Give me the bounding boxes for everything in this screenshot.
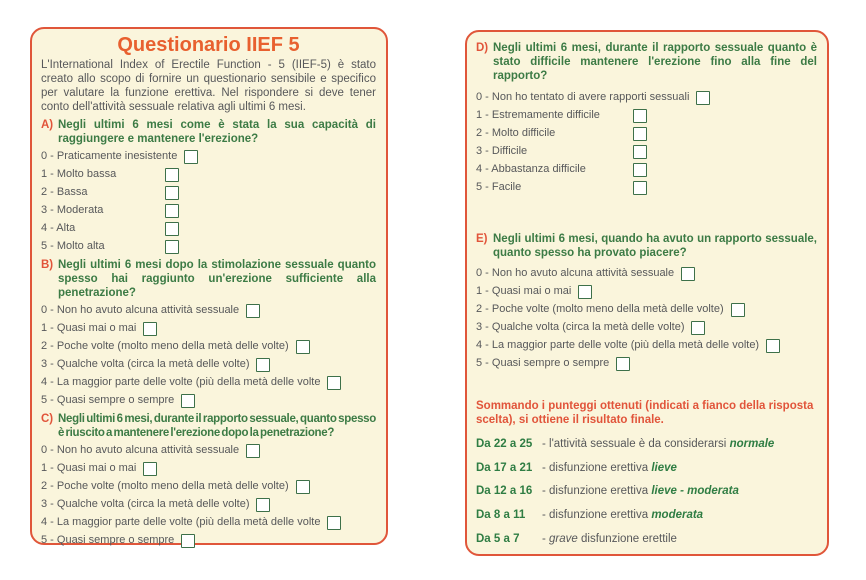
question-d [476, 41, 817, 83]
option-label: 4 - La maggior parte delle volte (più della metà delle volte) [476, 339, 760, 352]
left-questionnaire-panel [30, 27, 388, 545]
spacer [476, 199, 817, 229]
checkbox-a3[interactable] [165, 204, 179, 218]
option-label: 3 - Qualche volta (circa la metà delle volte) [41, 498, 250, 511]
checkbox-a1[interactable] [165, 168, 179, 182]
score-emphasis: lieve - moderata [651, 485, 739, 498]
checkbox-d4[interactable] [633, 163, 647, 177]
option-label: 3 - Moderata [41, 204, 104, 217]
score-emphasis: grave [549, 533, 578, 546]
option-label: 5 - Molto alta [41, 240, 105, 253]
option-label: 1 - Quasi mai o mai [41, 322, 137, 335]
question-a-text: Negli ultimi 6 mesi come è stata la sua capacità di raggiungere e mantenere l'erezione? [58, 118, 376, 145]
option-label: 0 - Non ho avuto alcuna attività sessuale [41, 444, 240, 457]
checkbox-b5[interactable] [181, 394, 195, 408]
score-text: - l'attività sessuale è da considerarsi [542, 437, 730, 450]
result-row-lieve [476, 462, 817, 476]
checkbox-d2[interactable] [633, 127, 647, 141]
checkbox-e0[interactable] [681, 267, 695, 281]
score-description [542, 438, 774, 452]
option-row [476, 163, 817, 177]
option-label: 1 - Quasi mai o mai [41, 462, 137, 475]
option-row [41, 240, 376, 254]
result-row-normal [476, 438, 817, 452]
checkbox-c5[interactable] [181, 534, 195, 548]
option-row [41, 304, 376, 318]
score-emphasis: moderata [651, 509, 704, 522]
option-label: 4 - Alta [41, 222, 76, 235]
option-row [476, 91, 817, 105]
checkbox-e5[interactable] [616, 357, 630, 371]
option-label: 4 - La maggior parte delle volte (più della metà delle volte [41, 516, 321, 529]
option-label: 4 - La maggior parte delle volte (più della metà delle volte [41, 376, 321, 389]
question-d-letter: D) [476, 42, 489, 54]
option-row [41, 444, 376, 458]
option-label: 0 - Non ho avuto alcuna attività sessuale [41, 304, 240, 317]
option-label: 1 - Quasi mai o mai [476, 285, 572, 298]
result-row-moderata [476, 509, 817, 523]
option-label: 5 - Facile [476, 181, 522, 194]
score-description [542, 485, 739, 499]
question-e-text: Negli ultimi 6 mesi, quando ha avuto un rapporto sessuale, quanto spesso ha provato piacere? [493, 233, 817, 260]
option-label: 2 - Poche volte (molto meno della metà delle volte) [41, 480, 289, 493]
question-e [476, 232, 817, 260]
intro-text: L'International Index of Erectile Function - 5 (IIEF-5) è stato creato allo scopo di fornire un questionario sensibile e specifico per valutare la funzione erettiva. Nel rispondere si deve tener conto dell'attività sessuale relativa agli ultimi 6 mesi. [41, 59, 376, 113]
checkbox-b3[interactable] [256, 358, 270, 372]
checkbox-a2[interactable] [165, 186, 179, 200]
option-row [476, 181, 817, 195]
score-description [542, 509, 703, 523]
score-text: disfunzione erettile [577, 533, 677, 546]
score-range: Da 12 a 16 [476, 485, 533, 498]
option-row [41, 150, 376, 164]
right-questionnaire-panel [465, 30, 829, 556]
scoring-note: Sommando i punteggi ottenuti (indicati a fianco della risposta scelta), si ottiene il risultato finale. [476, 400, 814, 427]
score-emphasis: lieve [651, 461, 677, 474]
option-label: 5 - Quasi sempre o sempre [41, 394, 175, 407]
option-label: 3 - Difficile [476, 145, 528, 158]
option-label: 2 - Poche volte (molto meno della metà delle volte) [41, 340, 289, 353]
score-description [542, 533, 677, 547]
option-row [476, 303, 817, 317]
checkbox-b4[interactable] [327, 376, 341, 390]
checkbox-e1[interactable] [578, 285, 592, 299]
question-c-text: Negli ultimi 6 mesi, durante il rapporto sessuale, quanto spesso è riuscito a mantenere l'erezione dopo la penetrazione? [58, 412, 376, 439]
question-b [41, 258, 376, 300]
question-d-options [476, 91, 817, 195]
checkbox-a5[interactable] [165, 240, 179, 254]
option-row [41, 322, 376, 336]
checkbox-c4[interactable] [327, 516, 341, 530]
question-e-options [476, 267, 817, 371]
option-row [476, 285, 817, 299]
score-description [542, 462, 677, 476]
option-row [476, 127, 817, 141]
score-text: - disfunzione erettiva [542, 509, 652, 522]
option-label: 1 - Estremamente difficile [476, 109, 600, 122]
question-c-letter: C) [41, 412, 54, 425]
score-range: Da 8 a 11 [476, 509, 526, 522]
option-row [41, 394, 376, 408]
score-text: - [542, 533, 550, 546]
option-row [41, 498, 376, 512]
score-text: - disfunzione erettiva [542, 485, 652, 498]
option-row [41, 340, 376, 354]
checkbox-a0[interactable] [184, 150, 198, 164]
option-label: 0 - Non ho tentato di avere rapporti sessuali [476, 91, 690, 104]
option-row [41, 376, 376, 390]
option-label: 2 - Poche volte (molto meno della metà delle volte) [476, 303, 724, 316]
option-label: 5 - Quasi sempre o sempre [476, 357, 610, 370]
checkbox-c2[interactable] [296, 480, 310, 494]
option-row [41, 516, 376, 530]
checkbox-d0[interactable] [696, 91, 710, 105]
checkbox-a4[interactable] [165, 222, 179, 236]
option-row [41, 480, 376, 494]
option-row [476, 321, 817, 335]
spacer [476, 375, 817, 391]
question-b-letter: B) [41, 258, 54, 271]
checkbox-d3[interactable] [633, 145, 647, 159]
question-c [41, 412, 376, 440]
option-row [476, 267, 817, 281]
option-row [476, 357, 817, 371]
option-label: 1 - Molto bassa [41, 168, 117, 181]
score-text: - disfunzione erettiva [542, 461, 652, 474]
option-row [476, 109, 817, 123]
checkbox-b2[interactable] [296, 340, 310, 354]
option-row [41, 462, 376, 476]
option-label: 3 - Qualche volta (circa la metà delle volte) [41, 358, 250, 371]
checkbox-c0[interactable] [246, 444, 260, 458]
option-row [476, 339, 817, 353]
score-range: Da 17 a 21 [476, 461, 533, 474]
questionnaire-title: Questionario IIEF 5 [117, 34, 300, 56]
option-row [41, 358, 376, 372]
option-label: 4 - Abbastanza difficile [476, 163, 586, 176]
question-b-options [41, 304, 376, 408]
option-row [41, 222, 376, 236]
checkbox-c1[interactable] [143, 462, 157, 476]
score-emphasis: normale [729, 437, 775, 450]
option-label: 3 - Qualche volta (circa la metà delle volte) [476, 321, 685, 334]
checkbox-b1[interactable] [143, 322, 157, 336]
option-row [41, 186, 376, 200]
question-c-options [41, 444, 376, 548]
option-label: 5 - Quasi sempre o sempre [41, 534, 175, 547]
option-label: 2 - Molto difficile [476, 127, 556, 140]
checkbox-e3[interactable] [691, 321, 705, 335]
question-b-text: Negli ultimi 6 mesi dopo la stimolazione sessuale quanto spesso hai raggiunto un'erezione sufficiente alla penetrazione? [58, 258, 376, 299]
option-label: 0 - Non ho avuto alcuna attività sessuale [476, 267, 675, 280]
option-label: 0 - Praticamente inesistente [41, 150, 178, 163]
option-label: 2 - Bassa [41, 186, 88, 199]
checkbox-c3[interactable] [256, 498, 270, 512]
option-row [41, 168, 376, 182]
option-row [476, 145, 817, 159]
checkbox-e4[interactable] [766, 339, 780, 353]
question-a [41, 118, 376, 146]
score-range: Da 22 a 25 [476, 437, 533, 450]
score-range: Da 5 a 7 [476, 533, 520, 546]
question-a-options [41, 150, 376, 254]
option-row [41, 204, 376, 218]
checkbox-b0[interactable] [246, 304, 260, 318]
option-row [41, 534, 376, 548]
question-d-text: Negli ultimi 6 mesi, durante il rapporto sessuale quanto è stato difficile mantenere l'erezione fino alla fine del rapporto? [493, 42, 817, 83]
checkbox-d1[interactable] [633, 109, 647, 123]
result-row-lieve-moderata [476, 485, 817, 499]
checkbox-d5[interactable] [633, 181, 647, 195]
result-row-grave [476, 533, 817, 547]
checkbox-e2[interactable] [731, 303, 745, 317]
question-a-letter: A) [41, 118, 54, 131]
question-e-letter: E) [476, 233, 488, 246]
